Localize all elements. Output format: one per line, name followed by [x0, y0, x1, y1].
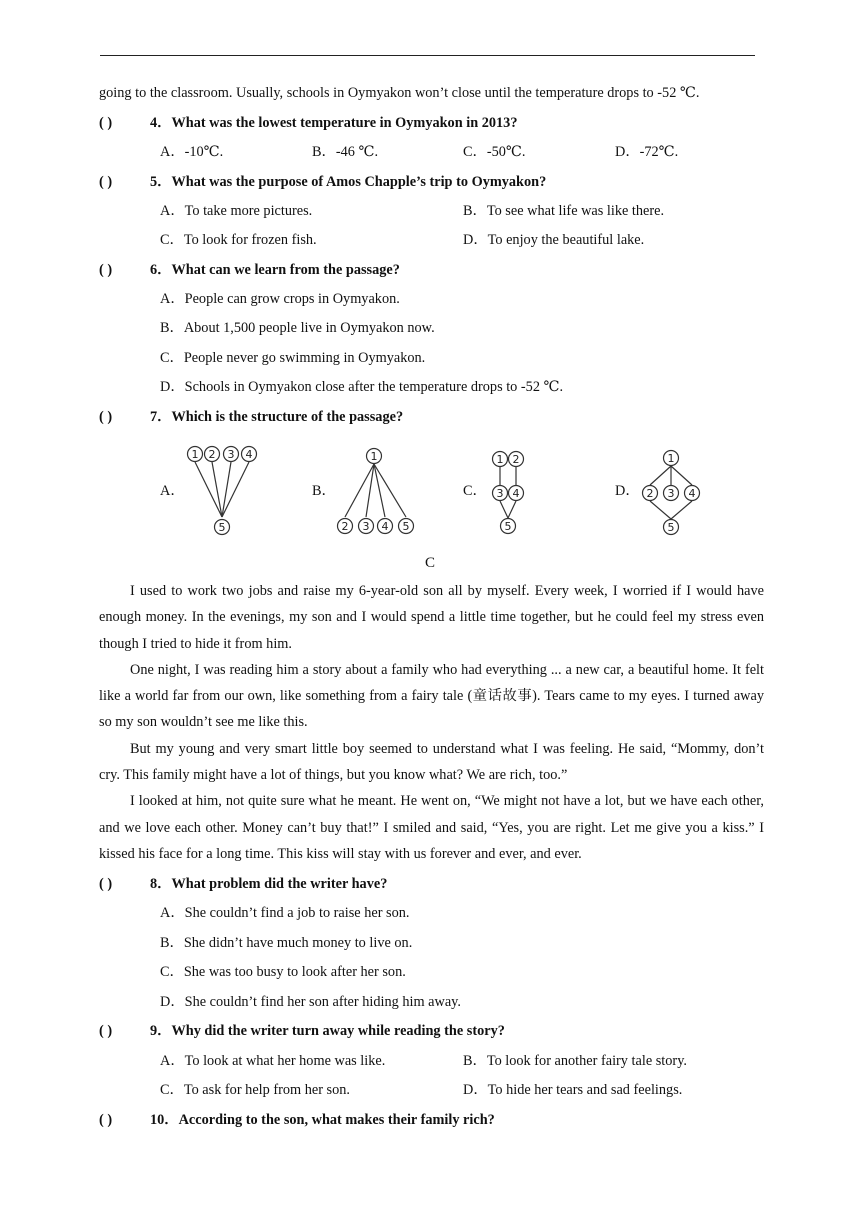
answer-bracket-q6[interactable]: ( ): [99, 262, 113, 278]
q5-option-a[interactable]: A．To take more pictures.: [160, 203, 313, 219]
q9-option-b[interactable]: B．To look for another fairy tale story.: [463, 1053, 687, 1069]
svg-text:2: 2: [512, 453, 520, 466]
svg-text:3: 3: [227, 448, 235, 461]
q6-option-c[interactable]: C．People never go swimming in Oymyakon.: [160, 350, 426, 366]
svg-text:5: 5: [218, 521, 226, 534]
svg-text:2: 2: [208, 448, 216, 461]
q7-option-a[interactable]: A．: [160, 483, 185, 499]
q7-option-b[interactable]: B．: [312, 483, 336, 499]
section-heading-c: C: [424, 555, 435, 571]
question-7: 7．Which is the structure of the passage?: [150, 409, 404, 425]
question-10: 10．According to the son, what makes their family rich?: [150, 1112, 495, 1128]
svg-text:3: 3: [667, 487, 675, 500]
svg-text:4: 4: [381, 520, 389, 533]
q5-option-b[interactable]: B．To see what life was like there.: [463, 203, 665, 219]
svg-text:3: 3: [496, 487, 504, 500]
q9-option-a[interactable]: A．To look at what her home was like.: [160, 1053, 386, 1069]
svg-text:5: 5: [504, 520, 512, 533]
structure-diagram-d: [638, 447, 704, 539]
q9-option-c[interactable]: C．To ask for help from her son.: [160, 1082, 350, 1098]
passage-c: [99, 578, 764, 867]
question-5: 5．What was the purpose of Amos Chapple’s trip to Oymyakon?: [150, 174, 547, 190]
passage-c-paragraph-4: I looked at him, not quite sure what he meant. He went on, “We might not have a lot, but we have each other, and we love each other. Money can’t buy that!” I smiled and said, “Yes, you are right. Let me give you a kiss.” I kissed his face for a long time. This kiss will stay with us forever and ever, and ever.: [99, 793, 764, 862]
question-8: 8．What problem did the writer have?: [150, 876, 388, 892]
answer-bracket-q9[interactable]: ( ): [99, 1023, 113, 1039]
svg-text:4: 4: [245, 448, 253, 461]
q8-option-d[interactable]: D．She couldn’t find her son after hiding him away.: [160, 994, 461, 1010]
svg-text:2: 2: [646, 487, 654, 500]
svg-text:1: 1: [496, 453, 504, 466]
q6-option-d[interactable]: D．Schools in Oymyakon close after the temperature drops to -52 ℃.: [160, 379, 564, 395]
q8-option-c[interactable]: C．She was too busy to look after her son.: [160, 964, 406, 980]
q5-option-c[interactable]: C．To look for frozen fish.: [160, 232, 317, 248]
q5-option-d[interactable]: D．To enjoy the beautiful lake.: [463, 232, 645, 248]
answer-bracket-q8[interactable]: ( ): [99, 876, 113, 892]
header-rule: [100, 55, 755, 56]
svg-text:4: 4: [512, 487, 520, 500]
svg-text:3: 3: [362, 520, 370, 533]
q7-option-c[interactable]: C．: [463, 483, 487, 499]
q4-option-d[interactable]: D．-72℃.: [615, 144, 679, 160]
q9-option-d[interactable]: D．To hide her tears and sad feelings.: [463, 1082, 683, 1098]
passage-c-paragraph-2: One night, I was reading him a story about a family who had everything ... a new car, a beautiful home. It felt like a world far from our own, like something from a fairy tale (童话故事). Tears came to my eyes. I turned away so my son wouldn’t see me like this.: [99, 661, 764, 731]
q8-option-a[interactable]: A．She couldn’t find a job to raise her son.: [160, 905, 410, 921]
svg-text:1: 1: [191, 448, 199, 461]
answer-bracket-q4[interactable]: ( ): [99, 115, 113, 131]
svg-text:2: 2: [341, 520, 349, 533]
structure-diagram-b: [333, 445, 421, 539]
svg-text:5: 5: [667, 521, 675, 534]
q6-option-a[interactable]: A．People can grow crops in Oymyakon.: [160, 291, 400, 307]
question-4: 4．What was the lowest temperature in Oymyakon in 2013?: [150, 115, 518, 131]
answer-bracket-q5[interactable]: ( ): [99, 174, 113, 190]
answer-bracket-q7[interactable]: ( ): [99, 409, 113, 425]
q8-option-b[interactable]: B．She didn’t have much money to live on.: [160, 935, 413, 951]
passage-c-paragraph-3: But my young and very smart little boy seemed to understand what I was feeling. He said, “Mommy, don’t cry. This family might have a lot of things, but you know what? We are rich, too.”: [99, 740, 764, 784]
q4-option-a[interactable]: A．-10℃.: [160, 144, 224, 160]
answer-bracket-q10[interactable]: ( ): [99, 1112, 113, 1128]
structure-diagram-c: [488, 448, 532, 538]
svg-text:1: 1: [667, 452, 675, 465]
svg-text:5: 5: [402, 520, 410, 533]
svg-text:1: 1: [370, 450, 378, 463]
question-9: 9．Why did the writer turn away while reading the story?: [150, 1023, 505, 1039]
q4-option-c[interactable]: C．-50℃.: [463, 144, 526, 160]
passage-c-paragraph-1: I used to work two jobs and raise my 6-year-old son all by myself. Every week, I worried if I would have enough money. In the evenings, my son and I would spend a little time together, but he could feel my stress even though I tried to hide it from him.: [99, 583, 764, 652]
q6-option-b[interactable]: B．About 1,500 people live in Oymyakon now.: [160, 320, 435, 336]
q4-option-b[interactable]: B．-46 ℃.: [312, 144, 379, 160]
structure-diagram-a: [183, 443, 263, 541]
q7-option-d[interactable]: D．: [615, 483, 640, 499]
passage-continuation: going to the classroom. Usually, schools in Oymyakon won’t close until the temperature drops to -52 ℃.: [99, 85, 700, 101]
svg-text:4: 4: [688, 487, 696, 500]
question-6: 6．What can we learn from the passage?: [150, 262, 400, 278]
